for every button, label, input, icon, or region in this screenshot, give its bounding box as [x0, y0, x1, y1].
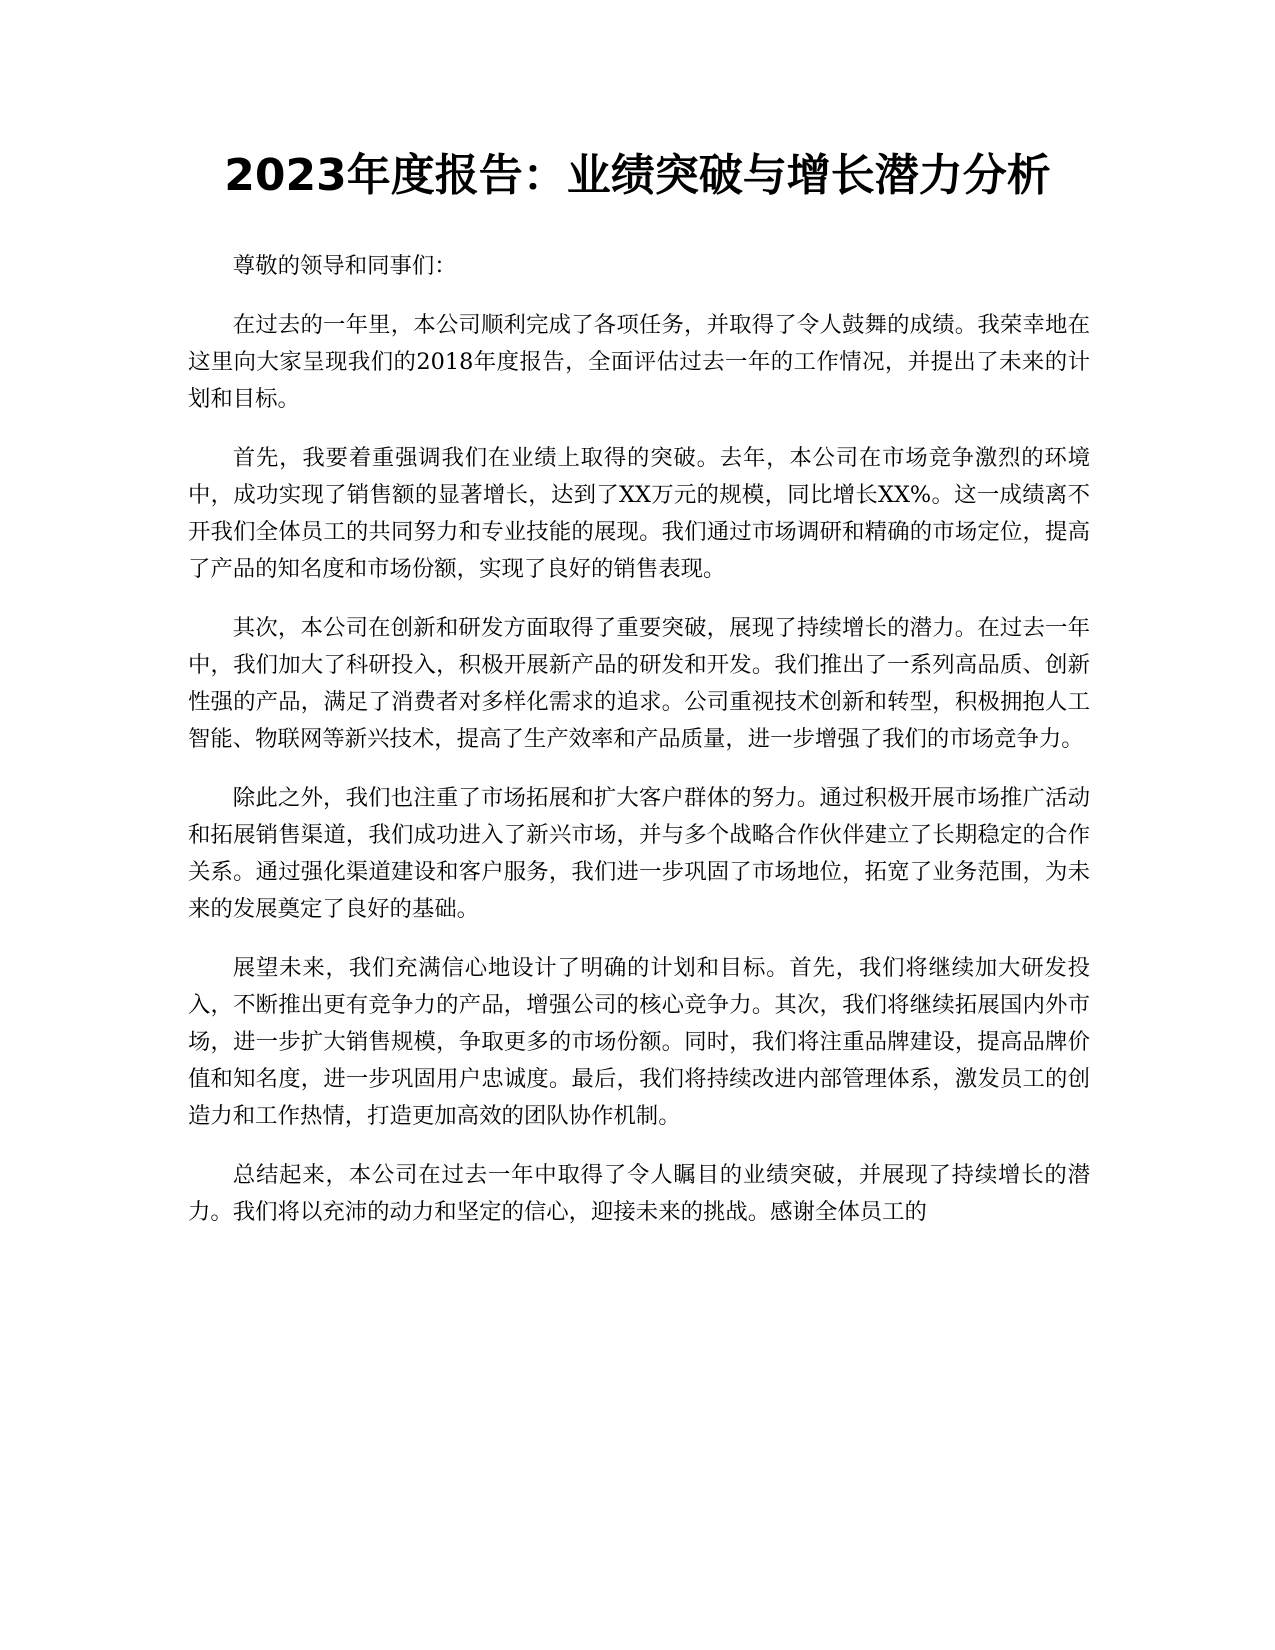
- document-title: 2023年度报告：业绩突破与增长潜力分析: [224, 150, 1051, 201]
- paragraph-outlook: 展望未来，我们充满信心地设计了明确的计划和目标。首先，我们将继续加大研发投入，不断推出更有竞争力的产品，增强公司的核心竞争力。其次，我们将继续拓展国内外市场，进一步扩大销售规模，争取更多的市场份额。同时，我们将注重品牌建设，提高品牌价值和知名度，进一步巩固用户忠诚度。最后，我们将持续改进内部管理体系，激发员工的创造力和工作热情，打造更加高效的团队协作机制。: [188, 955, 1090, 1129]
- paragraph-market-expansion: 除此之外，我们也注重了市场拓展和扩大客户群体的努力。通过积极开展市场推广活动和拓展销售渠道，我们成功进入了新兴市场，并与多个战略合作伙伴建立了长期稳定的合作关系。通过强化渠道建设和客户服务，我们进一步巩固了市场地位，拓宽了业务范围，为未来的发展奠定了良好的基础。: [188, 785, 1090, 922]
- paragraph-innovation: 其次，本公司在创新和研发方面取得了重要突破，展现了持续增长的潜力。在过去一年中，我们加大了科研投入，积极开展新产品的研发和开发。我们推出了一系列高品质、创新性强的产品，满足了消费者对多样化需求的追求。公司重视技术创新和转型，积极拥抱人工智能、物联网等新兴技术，提高了生产效率和产品质量，进一步增强了我们的市场竞争力。: [188, 615, 1090, 752]
- paragraph-intro: 在过去的一年里，本公司顺利完成了各项任务，并取得了令人鼓舞的成绩。我荣幸地在这里向大家呈现我们的2018年度报告，全面评估过去一年的工作情况，并提出了未来的计划和目标。: [188, 312, 1090, 412]
- paragraph-performance: 首先，我要着重强调我们在业绩上取得的突破。去年，本公司在市场竞争激烈的环境中，成功实现了销售额的显著增长，达到了XX万元的规模，同比增长XX%。这一成绩离不开我们全体员工的共同努力和专业技能的展现。我们通过市场调研和精确的市场定位，提高了产品的知名度和市场份额，实现了良好的销售表现。: [188, 445, 1090, 582]
- salutation: 尊敬的领导和同事们：: [232, 253, 457, 279]
- paragraph-summary: 总结起来，本公司在过去一年中取得了令人瞩目的业绩突破，并展现了持续增长的潜力。我们将以充沛的动力和坚定的信心，迎接未来的挑战。感谢全体员工的: [188, 1162, 1090, 1225]
- document-body: [188, 248, 1090, 1253]
